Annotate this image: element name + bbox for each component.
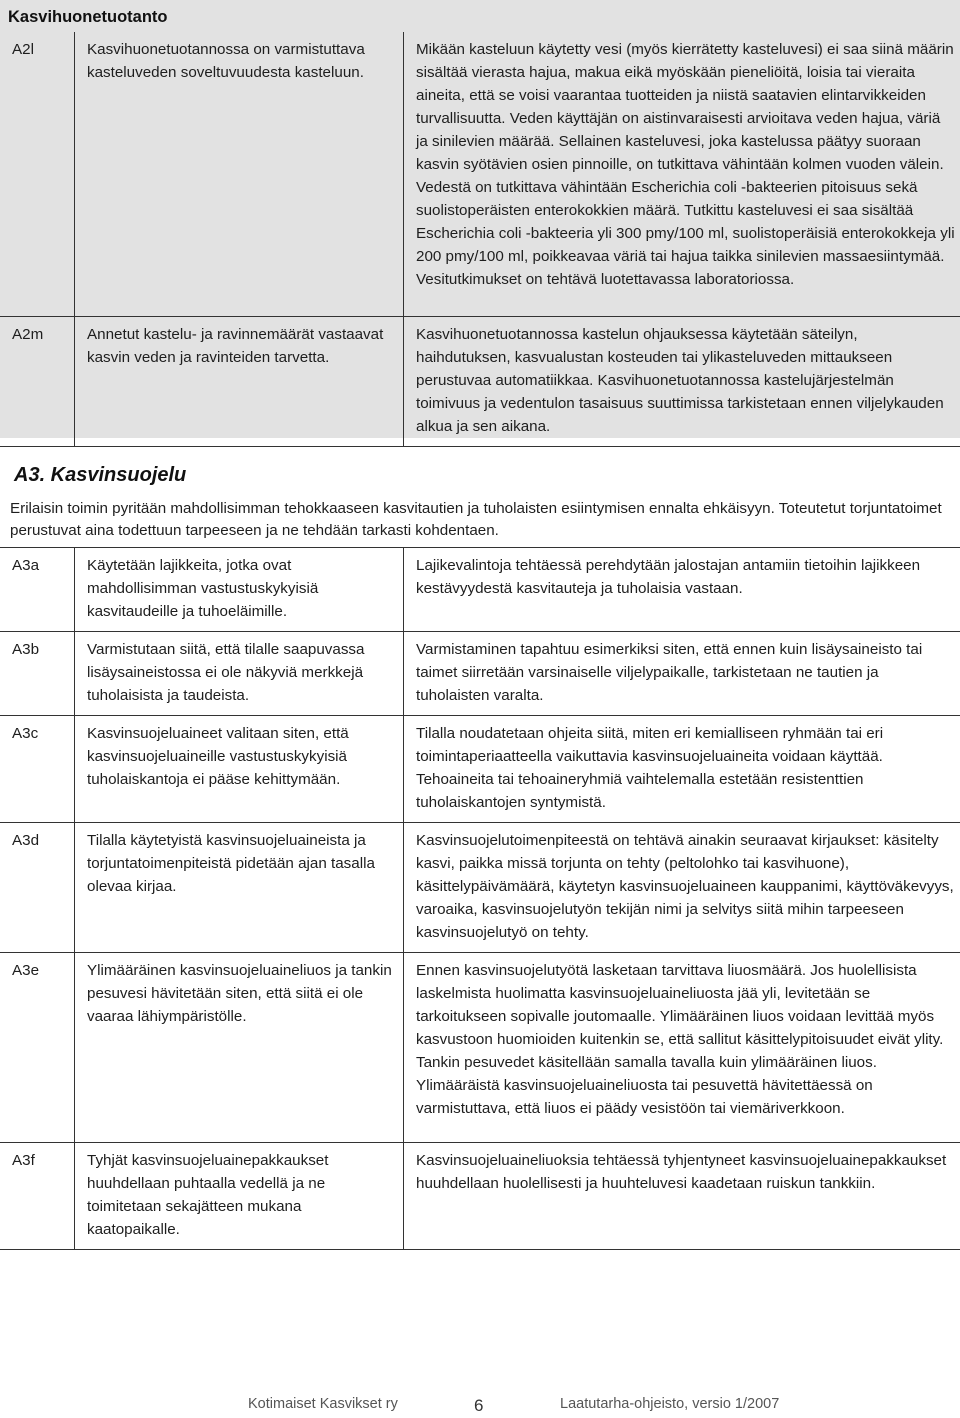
requirement-text: Kasvihuonetuotannossa on varmistuttava kasteluveden soveltuvuudesta kasteluun. xyxy=(75,32,404,316)
table-row xyxy=(0,823,960,953)
requirement-code: A3a xyxy=(0,548,75,632)
requirement-code: A3c xyxy=(0,716,75,823)
requirement-description: Ennen kasvinsuojelutyötä lasketaan tarvittava liuosmäärä. Jos huolellisista laskelmista huolimatta kasvinsuojeluaineliuosta jää yli, levitetään se tarkoitukseen sopivalle joutomaalle. Ylimääräinen liuos voidaan levittää myös kasvustoon huomioiden kuitenkin se, että sallitut käsittelypitoisuudet eivät ylity. Tankin pesuvedet käsitellään samalla tavalla kuin ylimääräinen liuos. Ylimääräistä kasvinsuojeluaineliuosta tai pesuvettä hävitettäessä on varmistuttava, että liuos ei päädy vesistöön tai viemäriverkkoon. xyxy=(404,953,960,1143)
page-footer xyxy=(0,1396,960,1418)
table-row xyxy=(0,316,960,446)
requirement-text: Ylimääräinen kasvinsuojeluaineliuos ja tankin pesuvesi hävitetään siten, että siitä ei ole vaaraa lähiympäristölle. xyxy=(75,953,404,1143)
footer-document-title: Laatutarha-ohjeisto, versio 1/2007 xyxy=(560,1396,780,1412)
requirement-description: Lajikevalintoja tehtäessä perehdytään jalostajan antamiin tietoihin lajikkeen kestävyydestä kasvitauteja ja tuholaisia vastaan. xyxy=(404,548,960,632)
page-header-title: Kasvihuonetuotanto xyxy=(8,8,168,26)
requirement-description: Varmistaminen tapahtuu esimerkiksi siten, että ennen kuin lisäysaineisto tai taimet siirretään varsinaiselle viljelypaikalle, tarkistetaan ne tautien ja tuholaisten varalta. xyxy=(404,632,960,716)
requirement-text: Tilalla käytetyistä kasvinsuojeluaineista ja torjuntatoimenpiteistä pidetään ajan tasalla olevaa kirjaa. xyxy=(75,823,404,953)
table-row xyxy=(0,1143,960,1250)
requirement-text: Annetut kastelu- ja ravinnemäärät vastaavat kasvin veden ja ravinteiden tarvetta. xyxy=(75,316,404,446)
requirement-text: Käytetään lajikkeita, jotka ovat mahdollisimman vastustuskykyisiä kasvitaudeille ja tuhoeläimille. xyxy=(75,548,404,632)
section-intro: Erilaisin toimin pyritään mahdollisimman tehokkaaseen kasvitautien ja tuholaisten esiintymisen ennalta ehkäisyyn. Toteutetut torjuntatoimet perustuvat aina todettuun tarpeeseen ja ne tehdään tarkasti kohdentaen. xyxy=(10,500,942,539)
page-header-band xyxy=(0,0,960,32)
requirement-description: Mikään kasteluun käytetty vesi (myös kierrätetty kasteluvesi) ei saa siinä määrin sisältää vierasta hajua, makua eikä myöskään pieneliöitä, loisia tai vieraita aineita, että se voisi vaarantaa tuotteiden ja niistä saatavien elintarvikkeiden turvallisuutta. Veden käyttäjän on aistinvaraisesti arvioitava veden hajua, väriä ja sinilevien määrää. Sellainen kasteluvesi, joka kastelussa päätyy suoraan kasvin syötävien osien pinnoille, on tutkittava vähintään kolmen vuoden välein. Vedestä on tutkittava vähintään Escherichia coli -bakteerien pitoisuus sekä suolistoperäisten enterokokkien määrä. Tutkittu kasteluvesi ei saa sisältää Escherichia coli -bakteeria yli 300 pmy/100 ml, suolistoperäisiä enterokokkeja yli 200 pmy/100 ml, poikkeavaa väriä tai hajua taikka sinilevien massaesiintymää. Vesitutkimukset on tehtävä luotettavassa laboratoriossa. xyxy=(416,41,955,288)
requirement-description: Kasvihuonetuotannossa kastelun ohjauksessa käytetään säteilyn, haihdutuksen, kasvualustan kosteuden tai ylikasteluveden mittaukseen perustuvaa automatiikkaa. Kasvihuonetuotannossa kastelujärjestelmän toimivuus ja vedentulon tasaisuus suuttimissa tarkistetaan ennen viljelykauden alkua ja sen aikana. xyxy=(404,316,960,446)
footer-publisher: Kotimaiset Kasvikset ry xyxy=(248,1396,398,1412)
requirement-code: A2l xyxy=(0,32,75,316)
table-row xyxy=(0,953,960,1143)
requirement-description: Kasvinsuojeluaineliuoksia tehtäessä tyhjentyneet kasvinsuojeluainepakkaukset huuhdellaan huolellisesti ja huuhteluvesi kaadetaan ruiskun tankkiin. xyxy=(404,1143,960,1250)
footer-page-number: 6 xyxy=(474,1396,484,1415)
requirement-code: A2m xyxy=(0,316,75,446)
requirement-text: Varmistutaan siitä, että tilalle saapuvassa lisäysaineistossa ei ole näkyviä merkkejä tuholaisista ja taudeista. xyxy=(75,632,404,716)
requirement-description: Tilalla noudatetaan ohjeita siitä, miten eri kemialliseen ryhmään tai eri toimintaperiaatteella vaikuttavia kasvinsuojeluaineita voidaan käyttää. Tehoaineita tai tehoaineryhmiä vaihtelemalla estetään resistenttien tuholaiskantojen syntymistä. xyxy=(404,716,960,823)
section-heading: A3. Kasvinsuojelu xyxy=(14,464,187,486)
requirement-code: A3e xyxy=(0,953,75,1143)
requirement-code: A3b xyxy=(0,632,75,716)
requirement-text: Kasvinsuojeluaineet valitaan siten, että kasvinsuojeluaineille vastustuskykyisiä tuholaiskantoja ei pääse kehittymään. xyxy=(75,716,404,823)
requirements-table-irrigation xyxy=(0,32,960,447)
requirement-description: Kasvinsuojelutoimenpiteestä on tehtävä ainakin seuraavat kirjaukset: käsitelty kasvi, paikka missä torjunta on tehty (peltolohko tai kasvihuone), käsittelypäivämäärä, käytetyn kasvinsuojeluaineen kauppanimi, käyttöväkevyys, varoaika, kasvinsuojelutyön tekijän nimi ja selvitys siitä mihin tarpeeseen kasvinsuojelutyö on tehty. xyxy=(404,823,960,953)
requirement-text: Tyhjät kasvinsuojeluainepakkaukset huuhdellaan puhtaalla vedellä ja ne toimitetaan sekajätteen mukana kaatopaikalle. xyxy=(75,1143,404,1250)
table-row xyxy=(0,32,960,316)
requirement-code: A3d xyxy=(0,823,75,953)
table-row xyxy=(0,548,960,632)
table-row xyxy=(0,716,960,823)
requirement-code: A3f xyxy=(0,1143,75,1250)
requirements-table-plant-protection xyxy=(0,547,960,1250)
table-row xyxy=(0,632,960,716)
